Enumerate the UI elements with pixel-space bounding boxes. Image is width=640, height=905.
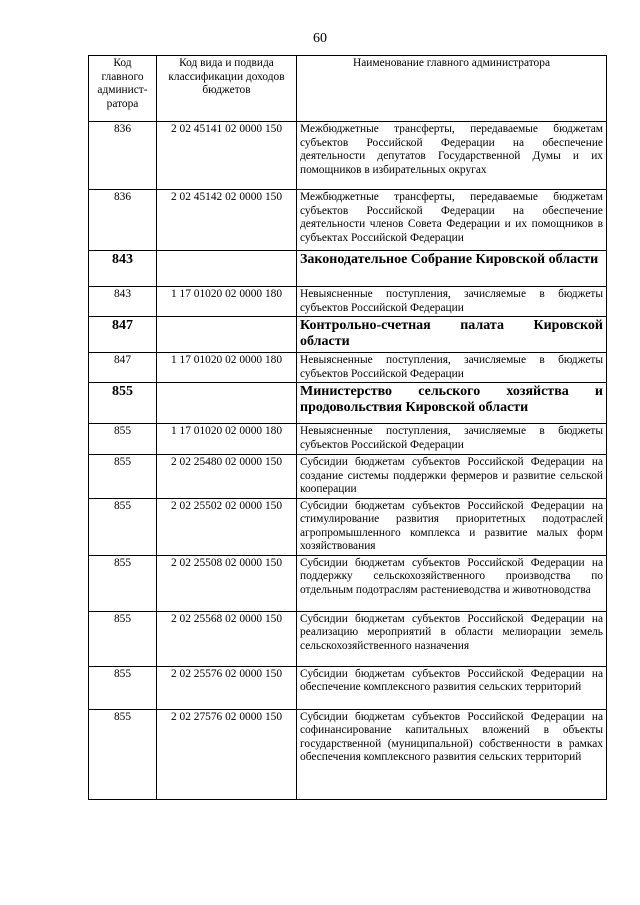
admin-code-cell: 855 xyxy=(89,555,157,611)
table-row xyxy=(89,611,607,666)
admin-code-cell: 855 xyxy=(89,498,157,555)
admin-name-cell: Министерство сельского хозяйства и продовольствия Кировской области xyxy=(297,383,607,424)
admin-code-cell: 855 xyxy=(89,455,157,499)
admin-name-cell: Межбюджетные трансферты, передаваемые бюджетам субъектов Российской Федерации на обеспечение деятельности депутатов Государственной Думы и их помощников в избирательных округах xyxy=(297,122,607,190)
income-code-cell: 2 02 25508 02 0000 150 xyxy=(157,555,297,611)
administrators-table xyxy=(88,55,607,800)
income-code-cell: 2 02 25568 02 0000 150 xyxy=(157,611,297,666)
admin-code-cell: 855 xyxy=(89,611,157,666)
income-code-cell: 2 02 25502 02 0000 150 xyxy=(157,498,297,555)
income-code-cell: 2 02 45142 02 0000 150 xyxy=(157,190,297,251)
table-row xyxy=(89,122,607,190)
income-code-cell: 2 02 27576 02 0000 150 xyxy=(157,709,297,799)
admin-code-cell: 836 xyxy=(89,122,157,190)
admin-code-cell: 847 xyxy=(89,353,157,383)
header-income-code: Код вида и подвида классификации доходов бюджетов xyxy=(157,56,297,122)
admin-name-cell: Межбюджетные трансферты, передаваемые бюджетам субъектов Российской Федерации на обеспечение деятельности членов Совета Федерации и их помощников в субъектах Российской Федерации xyxy=(297,190,607,251)
admin-code-cell: 855 xyxy=(89,424,157,455)
table-row xyxy=(89,455,607,499)
table-row xyxy=(89,555,607,611)
table-header-row xyxy=(89,56,607,122)
income-code-cell: 1 17 01020 02 0000 180 xyxy=(157,287,297,317)
admin-code-cell: 855 xyxy=(89,383,157,424)
income-code-cell xyxy=(157,251,297,287)
header-admin-code: Код главного админист-ратора xyxy=(89,56,157,122)
admin-name-cell: Субсидии бюджетам субъектов Российской Федерации на создание системы поддержки фермеров и развитие сельской кооперации xyxy=(297,455,607,499)
admin-code-cell: 847 xyxy=(89,317,157,353)
admin-name-cell: Субсидии бюджетам субъектов Российской Федерации на поддержку сельскохозяйственного производства по отдельным подотраслям растениеводства и животноводства xyxy=(297,555,607,611)
page-number: 60 xyxy=(313,31,327,46)
admin-code-cell: 843 xyxy=(89,251,157,287)
admin-code-cell: 836 xyxy=(89,190,157,251)
table-body xyxy=(89,122,607,800)
administrator-heading-row xyxy=(89,317,607,353)
table-row xyxy=(89,353,607,383)
income-code-cell: 2 02 25576 02 0000 150 xyxy=(157,666,297,709)
admin-name-cell: Невыясненные поступления, зачисляемые в бюджеты субъектов Российской Федерации xyxy=(297,424,607,455)
admin-name-cell: Субсидии бюджетам субъектов Российской Федерации на софинансирование капитальных вложений в объекты государственной (муниципальной) собственности в рамках обеспечения комплексного развития сельских территорий xyxy=(297,709,607,799)
income-code-cell: 1 17 01020 02 0000 180 xyxy=(157,424,297,455)
admin-name-cell: Невыясненные поступления, зачисляемые в бюджеты субъектов Российской Федерации xyxy=(297,287,607,317)
admin-code-cell: 843 xyxy=(89,287,157,317)
income-code-cell: 1 17 01020 02 0000 180 xyxy=(157,353,297,383)
income-code-cell: 2 02 45141 02 0000 150 xyxy=(157,122,297,190)
income-code-cell xyxy=(157,383,297,424)
administrator-heading-row xyxy=(89,251,607,287)
income-code-cell: 2 02 25480 02 0000 150 xyxy=(157,455,297,499)
admin-name-cell: Субсидии бюджетам субъектов Российской Федерации на реализацию мероприятий в области мелиорации земель сельскохозяйственного назначения xyxy=(297,611,607,666)
admin-code-cell: 855 xyxy=(89,666,157,709)
administrator-heading-row xyxy=(89,383,607,424)
header-admin-name: Наименование главного администратора xyxy=(297,56,607,122)
income-code-cell xyxy=(157,317,297,353)
admin-name-cell: Субсидии бюджетам субъектов Российской Федерации на обеспечение комплексного развития сельских территорий xyxy=(297,666,607,709)
table-row xyxy=(89,190,607,251)
admin-name-cell: Невыясненные поступления, зачисляемые в бюджеты субъектов Российской Федерации xyxy=(297,353,607,383)
table-row xyxy=(89,424,607,455)
table-row xyxy=(89,498,607,555)
table-row xyxy=(89,287,607,317)
table-row xyxy=(89,666,607,709)
admin-name-cell: Законодательное Собрание Кировской области xyxy=(297,251,607,287)
table-row xyxy=(89,709,607,799)
admin-name-cell: Субсидии бюджетам субъектов Российской Федерации на стимулирование развития приоритетных подотраслей агропромышленного комплекса и развитие малых форм хозяйствования xyxy=(297,498,607,555)
admin-name-cell: Контрольно-счетная палата Кировской области xyxy=(297,317,607,353)
admin-code-cell: 855 xyxy=(89,709,157,799)
